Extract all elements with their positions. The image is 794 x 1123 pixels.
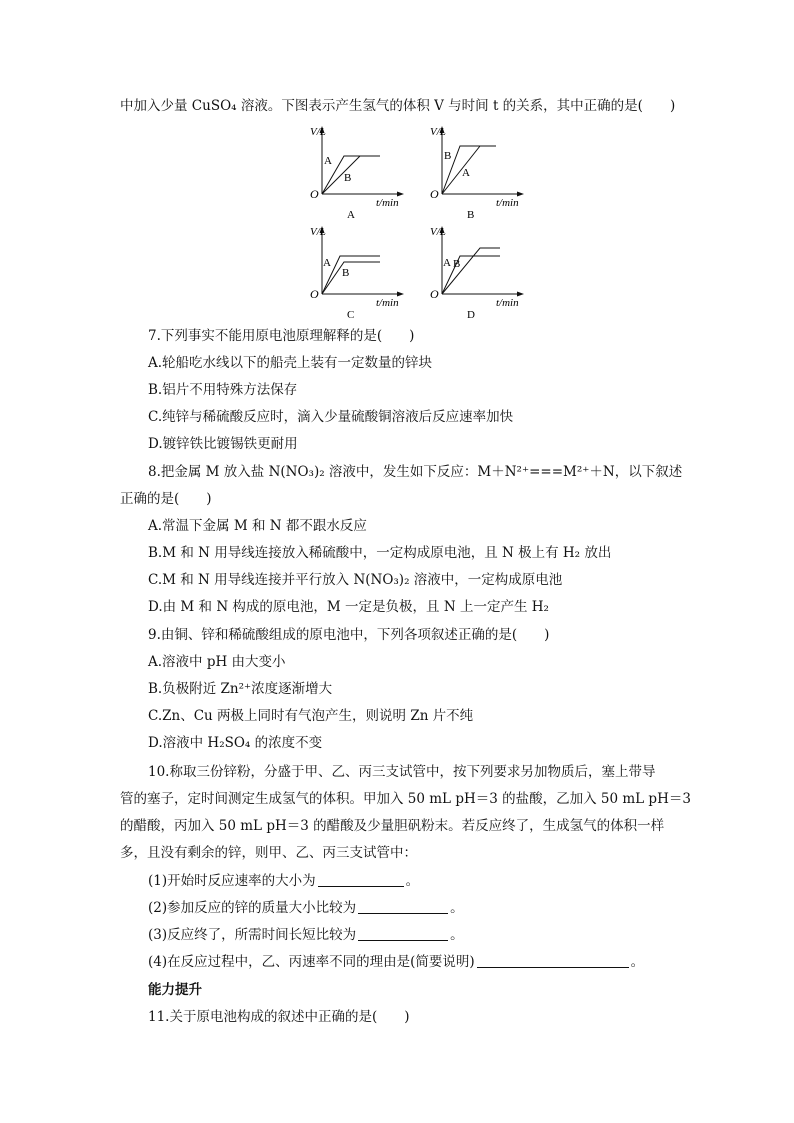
q9-option-d: D.溶液中 H₂SO₄ 的浓度不变	[148, 735, 323, 751]
curve-2-label: A	[462, 167, 470, 179]
q10-part-2-text: (2)参加反应的锌的质量大小比较为	[148, 900, 357, 916]
q7-option-a: A.轮船吃水线以下的船壳上装有一定数量的锌块	[148, 355, 433, 371]
curve-1-label: B	[444, 150, 452, 162]
x-arrow	[517, 192, 524, 197]
graph-b	[420, 120, 550, 220]
q10-part-4-text: (4)在反应过程中，乙、丙速率不同的理由是(简要说明)	[148, 954, 475, 970]
origin-label: O	[310, 187, 319, 201]
q10-part-4-end: 。	[630, 954, 645, 970]
y-axis-label: V/L	[430, 126, 446, 138]
y-axis-label: V/L	[310, 226, 326, 238]
q10-part-2	[148, 898, 464, 918]
q10-part-4	[148, 952, 644, 972]
q10-line-3: 的醋酸，丙加入 50 mL pH＝3 的醋酸及少量胆矾粉末。若反应终了，生成氢气的体积一样	[120, 818, 665, 834]
q8-option-a: A.常温下金属 M 和 N 都不跟水反应	[148, 518, 367, 534]
q7-option-d: D.镀锌铁比镀锡铁更耐用	[148, 436, 298, 452]
graph-a	[300, 120, 430, 220]
option-label: A	[347, 209, 355, 220]
option-label: C	[347, 309, 355, 320]
q7-option-c: C.纯锌与稀硫酸反应时，滴入少量硫酸铜溶液后反应速率加快	[148, 409, 514, 425]
q11-stem: 11.关于原电池构成的叙述中正确的是( )	[148, 1009, 410, 1025]
graph-c-svg	[300, 220, 430, 320]
q10-line-4: 多，且没有剩余的锌，则甲、乙、丙三支试管中：	[120, 845, 417, 861]
x-arrow	[517, 292, 524, 297]
q10-part-1-text: (1)开始时反应速率的大小为	[148, 873, 316, 889]
origin-label: O	[430, 287, 439, 301]
q9-option-c: C.Zn、Cu 两极上同时有气泡产生，则说明 Zn 片不纯	[148, 708, 474, 724]
q9-option-b: B.负极附近 Zn²⁺浓度逐渐增大	[148, 681, 333, 697]
curve-1-label: A	[324, 155, 332, 167]
q10-part-3	[148, 925, 464, 945]
answer-blank-1[interactable]	[318, 872, 404, 887]
section-heading: 能力提升	[148, 982, 202, 998]
option-label: B	[467, 209, 475, 220]
x-arrow	[397, 192, 404, 197]
curve-2-label: B	[453, 258, 461, 270]
x-axis-label: t/min	[376, 197, 399, 209]
graph-d-svg	[420, 220, 550, 320]
q8-option-c: C.M 和 N 用导线连接并平行放入 N(NO₃)₂ 溶液中，一定构成原电池	[148, 572, 563, 588]
graph-c	[300, 220, 430, 320]
curve-1-label: A	[443, 257, 451, 269]
intro-line: 中加入少量 CuSO₄ 溶液。下图表示产生氢气的体积 V 与时间 t 的关系，其中正确的是( )	[120, 98, 676, 114]
q10-line-1: 10.称取三份锌粉，分盛于甲、乙、丙三支试管中，按下列要求另加物质后，塞上带导	[148, 764, 656, 780]
q8-option-b: B.M 和 N 用导线连接放入稀硫酸中，一定构成原电池，且 N 极上有 H₂ 放出	[148, 545, 612, 561]
q10-line-2: 管的塞子，定时间测定生成氢气的体积。甲加入 50 mL pH＝3 的盐酸，乙加入 50 mL pH＝3	[120, 791, 691, 807]
y-axis-label: V/L	[430, 226, 446, 238]
answer-blank-4[interactable]	[477, 953, 629, 968]
y-axis-label: V/L	[310, 126, 326, 138]
graph-a-svg	[300, 120, 430, 220]
curve-2	[442, 248, 500, 294]
x-arrow	[397, 292, 404, 297]
q7-option-b: B.铝片不用特殊方法保存	[148, 382, 298, 398]
curve-1-label: A	[323, 257, 331, 269]
q8-option-d: D.由 M 和 N 构成的原电池，M 一定是负极，且 N 上一定产生 H₂	[148, 599, 549, 615]
q10-part-2-end: 。	[450, 900, 464, 916]
q9-option-a: A.溶液中 pH 由大变小	[148, 654, 286, 670]
answer-blank-3[interactable]	[358, 926, 448, 941]
answer-blank-2[interactable]	[358, 899, 448, 914]
q10-part-3-end: 。	[450, 927, 464, 943]
graph-b-svg	[420, 120, 550, 220]
q10-part-3-text: (3)反应终了，所需时间长短比较为	[148, 927, 357, 943]
q7-stem: 7.下列事实不能用原电池原理解释的是( )	[148, 328, 415, 344]
q10-part-1	[148, 871, 419, 891]
curve-2-label: B	[344, 172, 352, 184]
origin-label: O	[310, 287, 319, 301]
q9-stem: 9.由铜、锌和稀硫酸组成的原电池中，下列各项叙述正确的是( )	[148, 627, 550, 643]
q10-part-1-end: 。	[405, 873, 420, 889]
curve-2-label: B	[342, 267, 350, 279]
graph-d	[420, 220, 550, 320]
origin-label: O	[430, 187, 439, 201]
x-axis-label: t/min	[496, 197, 519, 209]
x-axis-label: t/min	[376, 297, 399, 309]
q8-stem-1: 8.把金属 M 放入盐 N(NO₃)₂ 溶液中，发生如下反应：M＋N²⁺===M²⁺＋N，以下叙述	[148, 464, 683, 480]
q8-stem-2: 正确的是( )	[120, 491, 212, 507]
option-label: D	[467, 309, 475, 320]
x-axis-label: t/min	[496, 297, 519, 309]
